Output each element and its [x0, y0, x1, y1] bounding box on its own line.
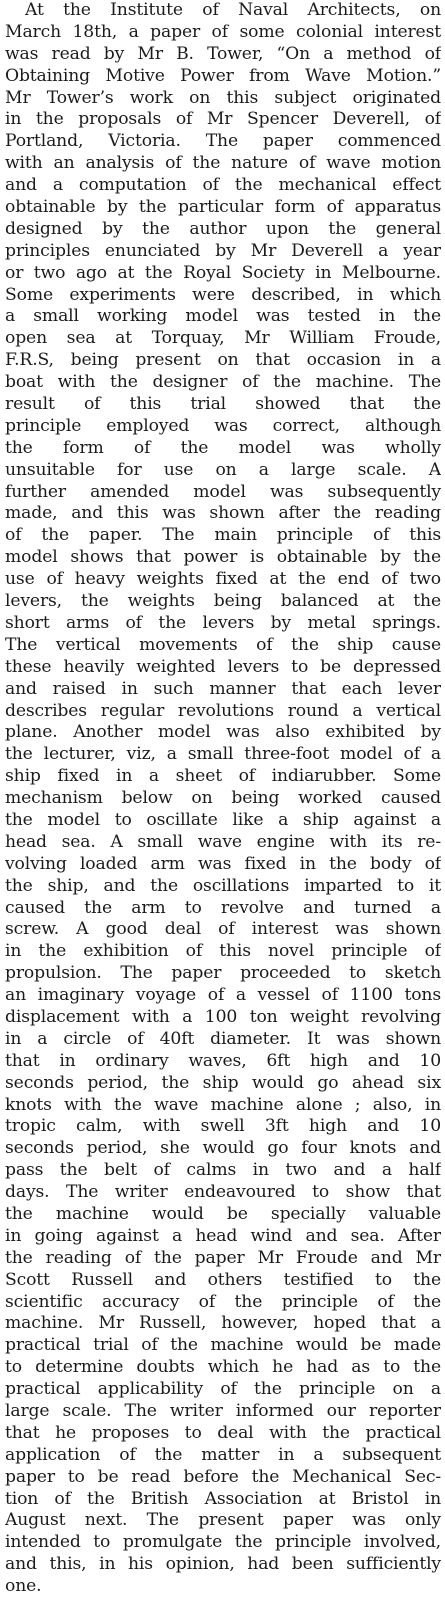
- text-line: that he proposes to deal with the practical: [5, 1422, 441, 1443]
- text-line: scientific accuracy of the principle of the: [5, 1291, 441, 1312]
- text-line: intended to promulgate the principle involved,: [5, 1532, 441, 1553]
- text-line: screw. A good deal of interest was shown: [5, 919, 441, 940]
- text-line: knots with the wave machine alone ; also, in: [5, 1094, 441, 1115]
- text-line: open sea at Torquay, Mr William Froude,: [5, 328, 441, 349]
- text-line: machine. Mr Russell, however, hoped that a: [5, 1313, 441, 1334]
- text-line: F.R.S, being present on that occasion in a: [5, 350, 441, 371]
- text-line: Mr Tower’s work on this subject originated: [5, 87, 441, 108]
- text-line: head sea. A small wave engine with its re-: [5, 831, 441, 852]
- text-line: use of heavy weights fixed at the end of two: [5, 569, 441, 590]
- text-line: or two ago at the Royal Society in Melbourne.: [5, 262, 441, 283]
- text-line: obtainable by the particular form of apparatus: [5, 197, 441, 218]
- text-line: designed by the author upon the general: [5, 218, 441, 239]
- text-line: these heavily weighted levers to be depressed: [5, 656, 441, 677]
- text-line: in going against a head wind and sea. After: [5, 1225, 441, 1246]
- text-line: ship fixed in a sheet of indiarubber. Some: [5, 766, 441, 787]
- text-line: with an analysis of the nature of wave motion: [5, 153, 441, 174]
- text-line: the ship, and the oscillations imparted to it: [5, 875, 441, 896]
- text-line: propulsion. The paper proceeded to sketch: [5, 963, 441, 984]
- text-line: seconds period, the ship would go ahead six: [5, 1072, 441, 1093]
- text-line: August next. The present paper was only: [5, 1510, 441, 1531]
- text-line: the lecturer, viz, a small three-foot model of a: [5, 744, 441, 765]
- text-line: result of this trial showed that the: [5, 394, 441, 415]
- text-line: tion of the British Association at Bristol in: [5, 1488, 441, 1509]
- text-line: of the paper. The main principle of this: [5, 525, 441, 546]
- text-line: Some experiments were described, in which: [5, 284, 441, 305]
- text-line: displacement with a 100 ton weight revolving: [5, 1006, 441, 1027]
- text-line: made, and this was shown after the reading: [5, 503, 441, 524]
- text-line: in the exhibition of this novel principle of: [5, 941, 441, 962]
- text-line: and this, in his opinion, had been sufficiently: [5, 1554, 441, 1575]
- text-line: Obtaining Motive Power from Wave Motion.”: [5, 65, 441, 86]
- text-line: was read by Mr B. Tower, “On a method of: [5, 43, 441, 64]
- text-line: days. The writer endeavoured to show that: [5, 1182, 441, 1203]
- text-line: At the Institute of Naval Architects, on: [25, 0, 441, 20]
- text-line: large scale. The writer informed our reporter: [5, 1401, 441, 1421]
- text-line: plane. Another model was also exhibited by: [5, 722, 441, 743]
- text-line: The vertical movements of the ship cause: [5, 634, 441, 655]
- text-line: the form of the model was wholly: [5, 437, 441, 458]
- text-line: in a circle of 40ft diameter. It was shown: [5, 1028, 441, 1049]
- text-line: model shows that power is obtainable by the: [5, 547, 441, 568]
- text-line: March 18th, a paper of some colonial interest: [5, 21, 441, 42]
- text-line: one.: [5, 1576, 42, 1597]
- text-line: short arms of the levers by metal springs.: [5, 612, 441, 633]
- text-line: application of the matter in a subsequent: [5, 1444, 441, 1465]
- text-line: unsuitable for use on a large scale. A: [5, 459, 441, 480]
- text-line: mechanism below on being worked caused: [5, 788, 441, 809]
- text-line: that in ordinary waves, 6ft high and 10: [5, 1050, 441, 1071]
- text-line: in the proposals of Mr Spencer Deverell, of: [5, 109, 441, 130]
- text-line: practical applicability of the principle on a: [5, 1379, 441, 1400]
- text-line: to determine doubts which he had as to the: [5, 1357, 441, 1378]
- text-line: Portland, Victoria. The paper commenced: [5, 131, 441, 152]
- text-line: a small working model was tested in the: [5, 306, 441, 327]
- text-line: an imaginary voyage of a vessel of 1100 tons: [5, 985, 441, 1006]
- text-line: principle employed was correct, although: [5, 415, 441, 436]
- text-line: pass the belt of calms in two and a half: [5, 1160, 441, 1181]
- text-line: levers, the weights being balanced at the: [5, 591, 441, 612]
- text-line: caused the arm to revolve and turned a: [5, 897, 441, 918]
- text-line: and raised in such manner that each lever: [5, 678, 441, 699]
- text-line: Scott Russell and others testified to the: [5, 1269, 441, 1290]
- text-line: practical trial of the machine would be made: [5, 1335, 441, 1356]
- text-line: the reading of the paper Mr Froude and Mr: [5, 1247, 441, 1268]
- text-line: seconds period, she would go four knots and: [5, 1138, 441, 1159]
- text-line: and a computation of the mechanical effect: [5, 175, 441, 196]
- text-line: boat with the designer of the machine. The: [5, 372, 441, 393]
- text-line: volving loaded arm was fixed in the body of: [5, 853, 441, 874]
- text-line: paper to be read before the Mechanical Sec-: [5, 1466, 441, 1487]
- text-line: the model to oscillate like a ship against a: [5, 809, 441, 830]
- text-line: tropic calm, with swell 3ft high and 10: [5, 1116, 441, 1137]
- text-line: further amended model was subsequently: [5, 481, 441, 502]
- text-line: describes regular revolutions round a vertical: [5, 700, 441, 721]
- text-line: the machine would be specially valuable: [5, 1203, 441, 1224]
- article-column: [5, 0, 441, 1598]
- text-line: principles enunciated by Mr Deverell a year: [5, 240, 441, 261]
